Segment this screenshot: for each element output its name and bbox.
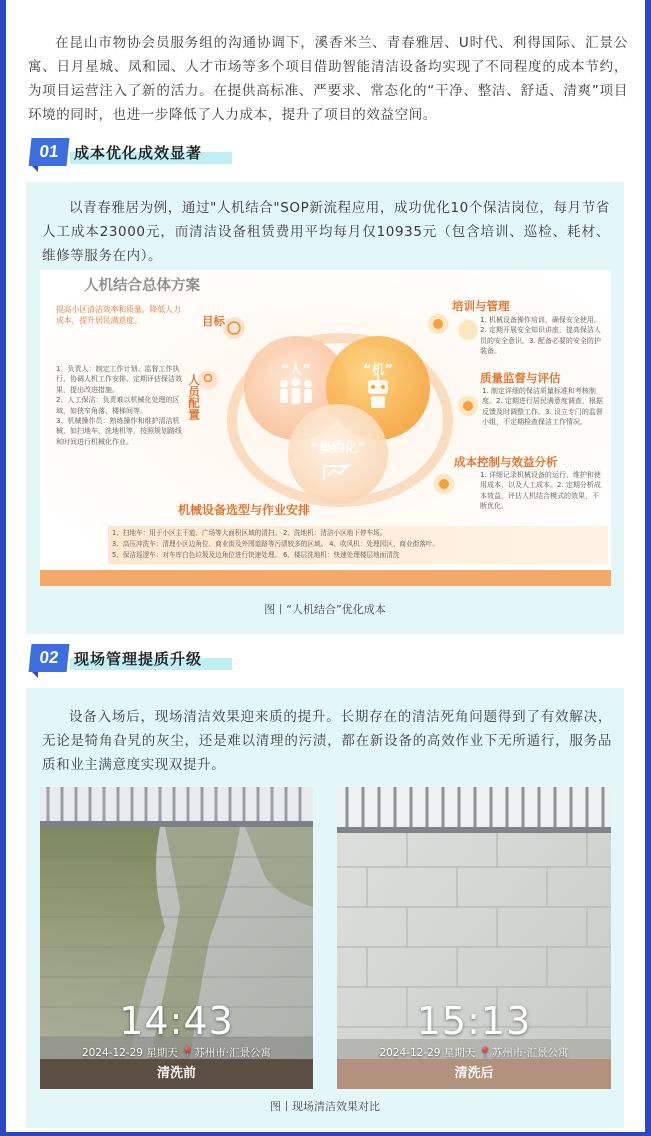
after-label: 清洗后 xyxy=(337,1059,611,1089)
intensive-circle-label: “集约化” xyxy=(309,441,367,456)
staff-item: 1、负责人：制定工作计划、监督工作执行、协调人机工作安排、定期评估保洁效果，提出改进措施。 xyxy=(56,365,182,394)
staff-item: 2、人工保洁：负责难以机械化处理的区域，如狭窄角落、楼梯间等。 xyxy=(56,396,180,415)
staff-list xyxy=(56,364,184,447)
training-text: 1. 机械设备操作培训，确保安全使用。2. 定期开展安全知识讲座，提高保洁人员的安全意识。3. 配备必要的安全防护装备。 xyxy=(480,316,601,356)
diagram-bottom-strip xyxy=(40,570,611,586)
staff-item: 3、机械操作员：熟练操作和维护清洁机械，如扫地车、洗地机等，按照规划路线和时间进行机械化作业。 xyxy=(56,417,182,446)
solution-diagram xyxy=(40,270,611,586)
before-time: 14:43 xyxy=(119,999,234,1043)
goal-icon xyxy=(223,317,245,339)
equipment-line: 1、扫地车：用于小区主干道、广场等大面积区域的清扫。 2、洗地机：清洁小区地下停车场。 xyxy=(112,529,387,537)
equipment-line: 5、保洁巡逻车：对车库白色垃圾及边角位进行快速处理。 6、楼层洗地机：快速处理楼层地面清洗 xyxy=(112,551,400,559)
after-stamp xyxy=(337,1045,611,1060)
diagram-title: 人机结合总体方案 xyxy=(84,278,200,294)
after-photo-image xyxy=(337,787,611,1089)
location-pin-icon: 📍 xyxy=(478,1047,492,1059)
after-time: 15:13 xyxy=(416,999,532,1043)
quality-text-box xyxy=(482,386,604,450)
equipment-list xyxy=(112,528,606,561)
section1-title: 成本优化成效显著 xyxy=(74,144,203,162)
training-badge xyxy=(458,320,478,340)
section2-paragraph: 设备入场后，现场清洁效果迎来质的提升。长期存在的清洁死角问题得到了有效解决，无论是犄角旮旯的灰尘，还是难以清理的污渍，都在新设备的高效作业下无所遁行，服务品质和业主满意度实现双提升。 xyxy=(42,709,612,773)
staff-list-box xyxy=(56,364,184,494)
people-circle-label: “人” xyxy=(280,363,312,378)
section2-title: 现场管理提质升级 xyxy=(74,650,203,668)
after-photo xyxy=(337,787,611,1089)
after-date: 2024-12-29 星期天 xyxy=(379,1047,476,1059)
section1-number-tab xyxy=(32,166,38,172)
intro-paragraph: 在昆山市物协会员服务组的沟通协调下，溪香米兰、青春雅居、U时代、利得国际、汇景公寓、日月星城、凤和园、人才市场等多个项目借助智能清洁设备均实现了不同程度的成本节约，为项目运营注入了新的活力。在提供高标准、严要求、常态化的“干净、整洁、舒适、清爽”项目环境的同时，也进一步降低了人力成本，提升了项目的效益空间。 xyxy=(28,35,628,123)
before-stamp xyxy=(40,1045,313,1060)
equipment-title: 机械设备选型与作业安排 xyxy=(178,503,311,517)
goal-text: 提高小区清洁效率和质量，降低人力成本，提升居民满意度。 xyxy=(56,305,181,325)
after-location: 苏州市·汇景公寓 xyxy=(491,1047,569,1059)
section1-caption: 图丨“人机结合”优化成本 xyxy=(264,603,386,616)
machine-circle-label: “机” xyxy=(362,363,394,378)
location-pin-icon: 📍 xyxy=(181,1047,195,1059)
solution-diagram-svg xyxy=(40,270,611,586)
equipment-list-box xyxy=(112,528,606,564)
before-date: 2024-12-29 星期天 xyxy=(81,1047,178,1059)
section2-number: 02 xyxy=(29,644,70,672)
section1-paragraph: 以青春雅居为例，通过"人机结合"SOP新流程应用，成功优化10个保洁岗位，每月节省人工成本23000元，而清洁设备租赁费用平均每月仅10935元（包含培训、巡检、耗材、维修等服务在内）。 xyxy=(42,200,610,264)
goal-text-box xyxy=(56,304,186,358)
equipment-line: 3、高压冲洗车：清理小区边角位、商业街及外围道路等污渍较多的区域。 4、吹风机：处理园区、商业街落叶。 xyxy=(112,540,439,548)
before-location: 苏州市·汇景公寓 xyxy=(194,1047,272,1059)
quality-title: 质量监督与评估 xyxy=(480,371,561,385)
section1-number: 01 xyxy=(29,138,70,166)
staff-label: 人员配置 xyxy=(187,374,201,420)
cost-text: 1. 详细记录机械设备的运行、维护和使用成本，以及人工成本。2. 定期分析成本效益，评估人机结合模式的效果，不断优化。 xyxy=(480,471,601,511)
cost-title: 成本控制与效益分析 xyxy=(454,455,558,469)
before-photo-image xyxy=(40,787,313,1089)
goal-label: 目标 xyxy=(202,314,225,328)
people-icon xyxy=(280,378,312,405)
cost-text-box xyxy=(480,470,604,524)
section2-header xyxy=(26,644,246,674)
before-label: 清洗前 xyxy=(40,1059,313,1089)
training-title: 培训与管理 xyxy=(452,299,510,313)
section2-number-tab xyxy=(32,672,38,678)
quality-text: 1. 制定详细的保洁质量标准和考核制度。2. 定期进行居民满意度调查，根据反馈及时调整工作。3. 设立专门的监督小组，不定期检查保洁工作情况。 xyxy=(482,387,603,427)
before-photo xyxy=(40,787,313,1089)
section2-caption: 图丨现场清洁效果对比 xyxy=(270,1100,380,1113)
training-text-box xyxy=(480,315,604,369)
section1-header xyxy=(26,138,246,168)
staff-label-box xyxy=(186,374,210,438)
